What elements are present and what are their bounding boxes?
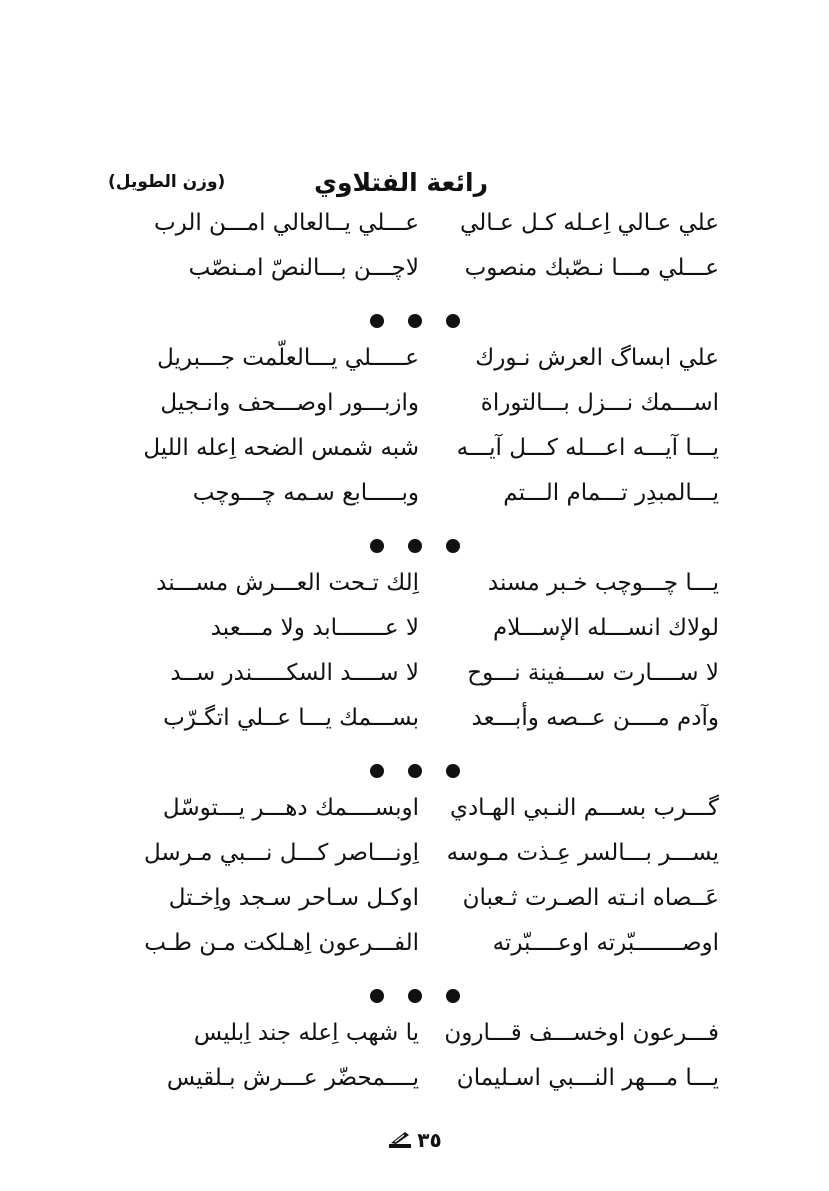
second-hemistich: الفـــرعون اِهـلكت مـن طـب xyxy=(144,930,419,956)
first-hemistich: عَــصاه انـته الصـرت ثـعبان xyxy=(462,885,719,911)
stanza-separator xyxy=(0,523,829,568)
first-hemistich: گـــرب بســـم النـبي الهـادي xyxy=(449,795,719,821)
separator-dot-icon xyxy=(446,764,460,778)
separator-dot-icon xyxy=(408,989,422,1003)
first-hemistich: اســـمك نـــزل بـــالتوراة xyxy=(480,390,719,416)
stanza-separator xyxy=(0,298,829,343)
page-footer xyxy=(0,1128,829,1152)
quill-icon xyxy=(387,1130,413,1150)
separator-dot-icon xyxy=(370,764,384,778)
second-hemistich: لاچـــن بـــالنصّ امـنصّب xyxy=(188,255,419,281)
second-hemistich: لا عـــــــابد ولا مـــعبد xyxy=(210,615,419,641)
separator-dot-icon xyxy=(446,539,460,553)
first-hemistich: يـــا چـــوچب خـبر مسند xyxy=(487,570,719,596)
second-hemistich: وبـــــابع سـمه چـــوچب xyxy=(192,480,419,506)
verse-line xyxy=(0,433,829,478)
verse-line xyxy=(0,478,829,523)
first-hemistich: لا ســــارت ســـفينة نـــوح xyxy=(467,660,719,686)
second-hemistich: يا شهب اِعله جند اِبليس xyxy=(193,1020,419,1046)
first-hemistich: اوصـــــــبّرته اوعــــبّرته xyxy=(492,930,719,956)
poem-meter: (وزن الطويل) xyxy=(108,172,226,192)
first-hemistich: يـــا مـــهر النـــبي اسـليمان xyxy=(456,1065,719,1091)
first-hemistich: يـــا آيـــه اعـــله كـــل آيـــه xyxy=(456,435,719,461)
second-hemistich: اوبســــمك دهـــر يـــتوسّل xyxy=(162,795,419,821)
second-hemistich: عـــــلي يـــالعلّمت جـــبريل xyxy=(157,345,419,371)
verse-line xyxy=(0,658,829,703)
second-hemistich: لا ســــد السكـــــندر ســد xyxy=(170,660,419,686)
second-hemistich: شبه شمس الضحه اِعله الليل xyxy=(143,435,419,461)
verse-line xyxy=(0,883,829,928)
second-hemistich: يــــمحضّر عـــرش بـلقيس xyxy=(166,1065,419,1091)
separator-dot-icon xyxy=(370,539,384,553)
first-hemistich: فـــرعون اوخســـف قـــارون xyxy=(444,1020,719,1046)
second-hemistich: اوكـل سـاحر سـجد واِخـتل xyxy=(168,885,419,911)
first-hemistich: علي ابساگ العرش نـورك xyxy=(475,345,719,371)
stanza-separator xyxy=(0,748,829,793)
second-hemistich: بســـمك يـــا عــلي اتگـرّب xyxy=(163,705,419,731)
poem-header xyxy=(100,168,720,204)
verse-line xyxy=(0,343,829,388)
verse-line xyxy=(0,1063,829,1108)
first-hemistich: عـــلي مـــا نـصّبك منصوب xyxy=(464,255,719,281)
first-hemistich: علي عـالي اِعـله كـل عـالي xyxy=(460,210,719,236)
verse-line xyxy=(0,253,829,298)
verse-line xyxy=(0,928,829,973)
verse-line xyxy=(0,568,829,613)
second-hemistich: عـــلي يــالعالي امـــن الرب xyxy=(153,210,419,236)
poem-title: رائعة الفتلاوي xyxy=(314,168,488,197)
separator-dot-icon xyxy=(408,764,422,778)
verse-line xyxy=(0,793,829,838)
first-hemistich: وآدم مــــن عــصه وأبـــعد xyxy=(471,705,719,731)
verse-line xyxy=(0,388,829,433)
second-hemistich: اِونـــاصر كـــل نـــبي مـرسل xyxy=(143,840,419,866)
separator-dot-icon xyxy=(408,314,422,328)
verse-line xyxy=(0,613,829,658)
page-number: ٣٥ xyxy=(417,1128,442,1152)
first-hemistich: يـــالمبدِر تـــمام الـــتم xyxy=(503,480,719,506)
verse-line xyxy=(0,1018,829,1063)
separator-dot-icon xyxy=(446,989,460,1003)
separator-dot-icon xyxy=(370,314,384,328)
verse-line xyxy=(0,838,829,883)
first-hemistich: لولاك انســـله الإســـلام xyxy=(492,615,719,641)
separator-dot-icon xyxy=(370,989,384,1003)
separator-dot-icon xyxy=(446,314,460,328)
separator-dot-icon xyxy=(408,539,422,553)
first-hemistich: يســـر بـــالسر عِـذت مـوسه xyxy=(446,840,719,866)
verse-line xyxy=(0,703,829,748)
poem-body xyxy=(0,208,829,1108)
second-hemistich: وازبـــور اوصـــحف وانـجيل xyxy=(160,390,419,416)
stanza-separator xyxy=(0,973,829,1018)
verse-line xyxy=(0,208,829,253)
second-hemistich: اِلك تـحت العـــرش مســـند xyxy=(156,570,419,596)
